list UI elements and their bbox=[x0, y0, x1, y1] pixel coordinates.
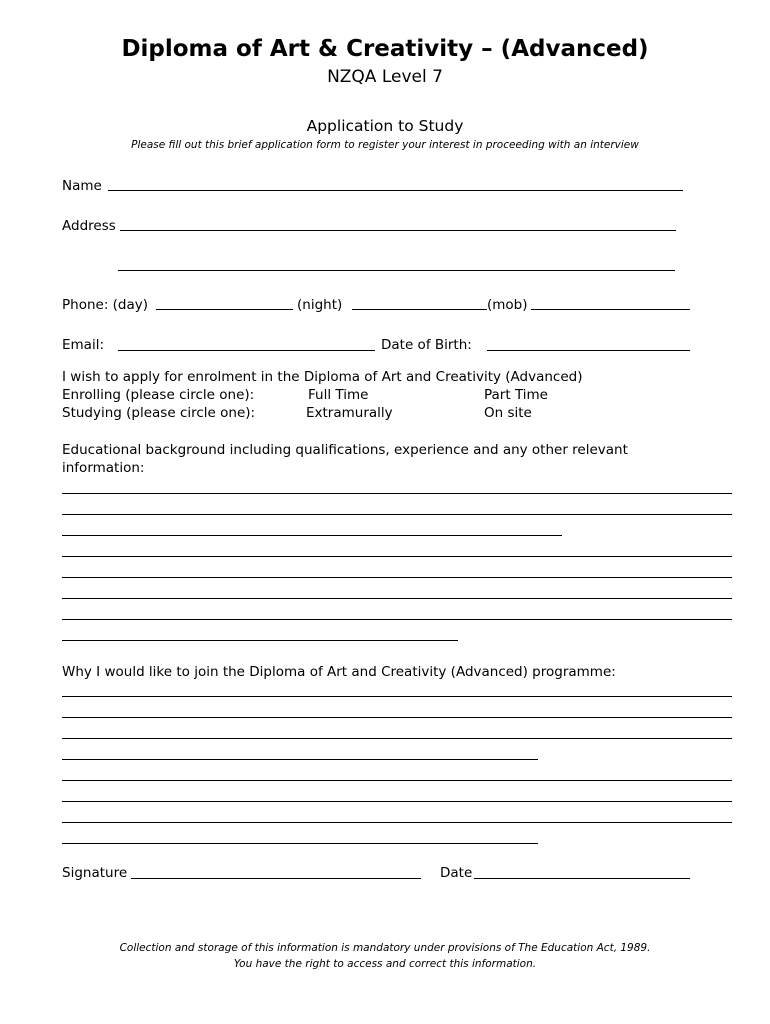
studying-option-on-site[interactable]: On site bbox=[484, 405, 532, 421]
apply-statement: I wish to apply for enrolment in the Diploma of Art and Creativity (Advanced) bbox=[62, 369, 583, 385]
form-heading: Application to Study bbox=[306, 117, 464, 135]
why-join-field-line[interactable] bbox=[62, 717, 732, 718]
name-label: Name bbox=[62, 178, 102, 194]
why-join-field-line[interactable] bbox=[62, 696, 732, 697]
phone-day-label: Phone: (day) bbox=[62, 297, 149, 313]
name-field[interactable] bbox=[108, 190, 683, 191]
education-label-line-1: Educational background including qualifications, experience and any other relevant bbox=[62, 442, 628, 458]
address-field-line-1[interactable] bbox=[120, 230, 676, 231]
education-field-line[interactable] bbox=[62, 619, 732, 620]
phone-day-field[interactable] bbox=[156, 309, 293, 310]
studying-label: Studying (please circle one): bbox=[62, 405, 256, 421]
address-label: Address bbox=[62, 218, 116, 234]
signature-label: Signature bbox=[62, 865, 128, 881]
why-join-label: Why I would like to join the Diploma of Art and Creativity (Advanced) programme: bbox=[62, 664, 616, 680]
date-label: Date bbox=[440, 865, 473, 881]
education-field-line[interactable] bbox=[62, 577, 732, 578]
document-subtitle: NZQA Level 7 bbox=[327, 67, 443, 87]
email-field[interactable] bbox=[118, 350, 375, 351]
document-title: Diploma of Art & Creativity – (Advanced) bbox=[121, 36, 649, 62]
studying-option-extramurally[interactable]: Extramurally bbox=[306, 405, 393, 421]
enrolling-label: Enrolling (please circle one): bbox=[62, 387, 255, 403]
footer-notice-line-1: Collection and storage of this information is mandatory under provisions of The Education Act, 1989. bbox=[119, 942, 651, 954]
education-label-line-2: information: bbox=[62, 460, 145, 476]
phone-mob-label: (mob) bbox=[487, 297, 528, 313]
phone-mob-field[interactable] bbox=[531, 309, 690, 310]
footer-notice-line-2: You have the right to access and correct this information. bbox=[233, 958, 537, 970]
why-join-field-line[interactable] bbox=[62, 780, 732, 781]
phone-night-label: (night) bbox=[297, 297, 343, 313]
address-field-line-2[interactable] bbox=[118, 270, 675, 271]
why-join-field-line[interactable] bbox=[62, 801, 732, 802]
form-instructions: Please fill out this brief application form to register your interest in proceeding with an interview bbox=[131, 139, 639, 151]
signature-field[interactable] bbox=[131, 878, 421, 879]
enrolling-option-part-time[interactable]: Part Time bbox=[484, 387, 548, 403]
education-field-line[interactable] bbox=[62, 556, 732, 557]
phone-night-field[interactable] bbox=[352, 309, 487, 310]
dob-label: Date of Birth: bbox=[381, 337, 472, 353]
education-field-line[interactable] bbox=[62, 535, 562, 536]
dob-field[interactable] bbox=[487, 350, 690, 351]
why-join-field-line[interactable] bbox=[62, 822, 732, 823]
education-field-line[interactable] bbox=[62, 514, 732, 515]
email-label: Email: bbox=[62, 337, 105, 353]
enrolling-option-full-time[interactable]: Full Time bbox=[308, 387, 369, 403]
education-field-line[interactable] bbox=[62, 493, 732, 494]
why-join-field-line[interactable] bbox=[62, 759, 538, 760]
why-join-field-line[interactable] bbox=[62, 738, 732, 739]
education-field-line[interactable] bbox=[62, 640, 458, 641]
education-field-line[interactable] bbox=[62, 598, 732, 599]
why-join-field-line[interactable] bbox=[62, 843, 538, 844]
date-field[interactable] bbox=[474, 878, 690, 879]
